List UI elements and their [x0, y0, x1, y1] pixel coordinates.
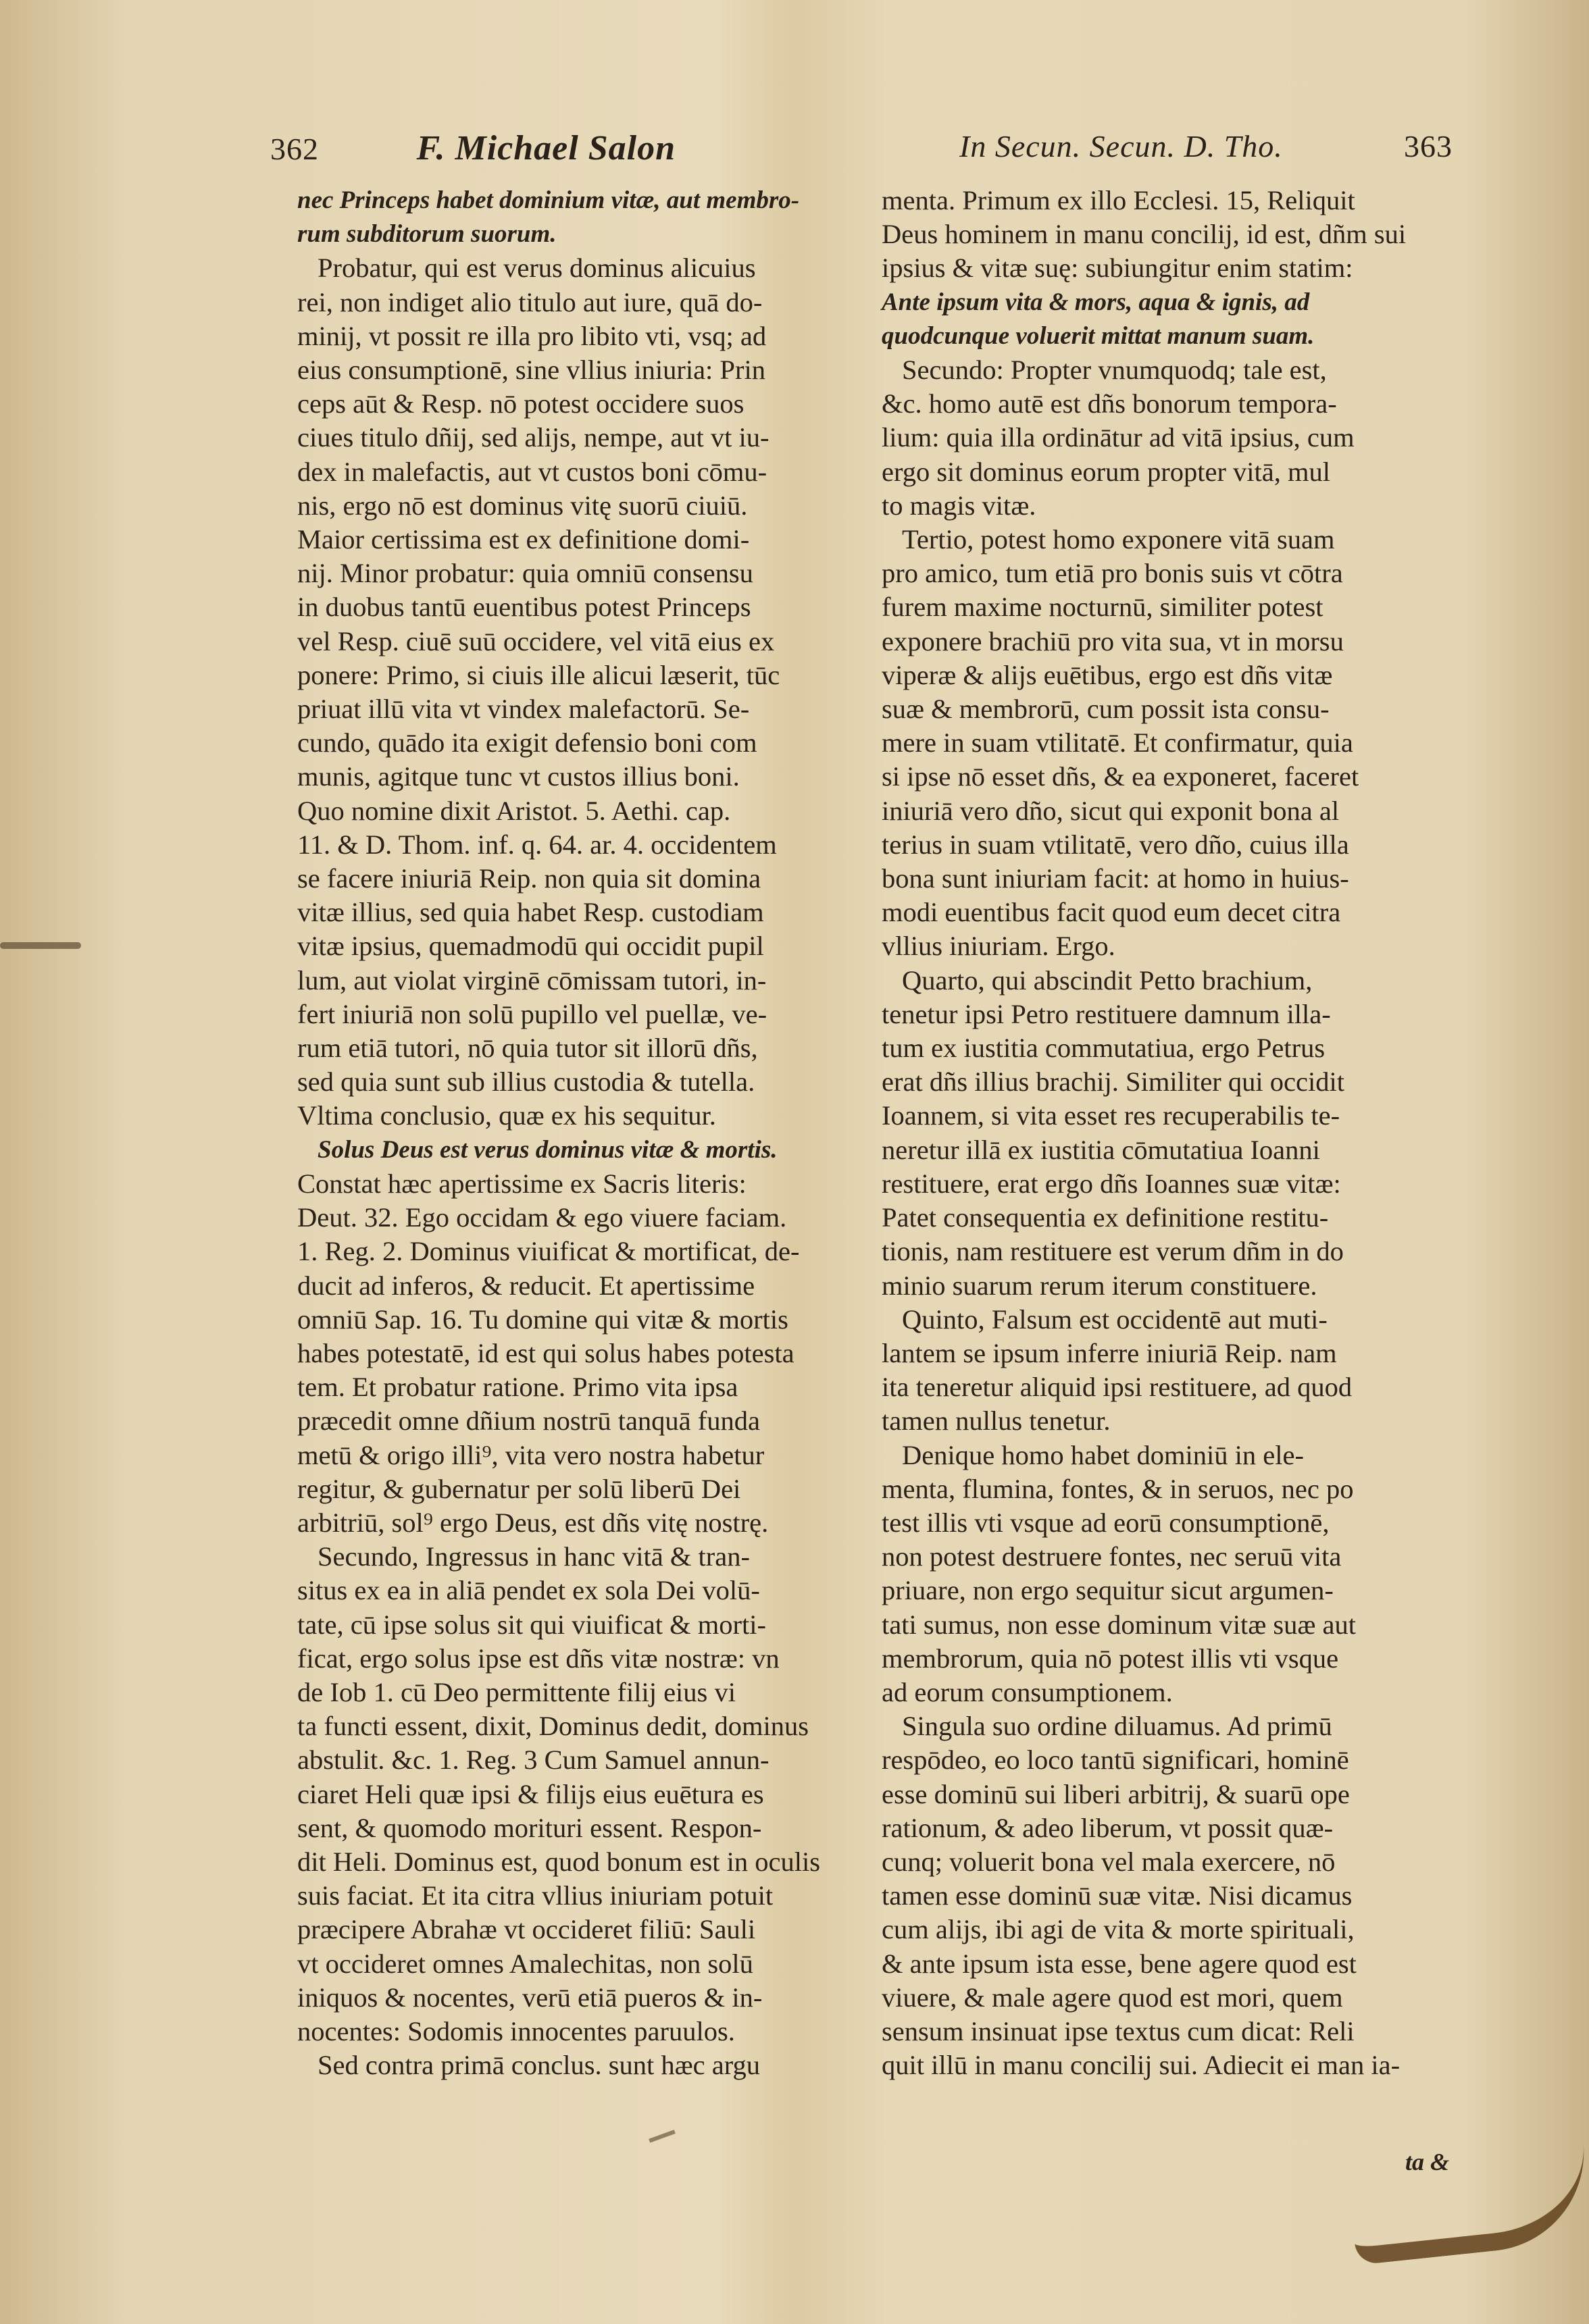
text-line: ad eorum consumptionem. [882, 1676, 1173, 1707]
text-line: ita teneretur aliquid ipsi restituere, ad quod [882, 1372, 1353, 1403]
text-line: fert iniuriā non solū pupillo vel puellæ, ve- [297, 998, 767, 1029]
text-line: cundo, quādo ita exigit defensio boni com [297, 727, 757, 758]
text-line: viperæ & alijs euētibus, ergo est dñs vitæ [882, 659, 1333, 690]
text-line: munis, agitque tunc vt custos illius boni. [297, 761, 740, 792]
text-line: metū & origo illi⁹, vita vero nostra habetur [297, 1439, 765, 1470]
text-line: Maior certissima est ex definitione domi- [297, 524, 750, 555]
page-stain [1346, 2142, 1589, 2265]
text-line: test illis vti vsque ad eorū consumptionē, [882, 1507, 1330, 1538]
text-line: esse dominū sui liberi arbitrij, & suarū ope [882, 1778, 1350, 1809]
catchword: ta & [1405, 2148, 1450, 2175]
text-line: Singula suo ordine diluamus. Ad primū [902, 1711, 1332, 1742]
text-line: arbitriū, sol⁹ ergo Deus, est dñs vitę nostrę. [297, 1507, 769, 1538]
text-line: 11. & D. Thom. inf. q. 64. ar. 4. occidentem [297, 829, 777, 860]
text-line: sent, & quomodo morituri essent. Respon- [297, 1812, 762, 1843]
ink-mark [649, 2129, 676, 2142]
right-text-column [882, 184, 1463, 2082]
text-line: vitæ illius, sed quia habet Resp. custodiam [297, 897, 764, 928]
text-line: Sed contra primā conclus. sunt hæc argu [318, 2050, 760, 2081]
text-line: viuere, & male agere quod est mori, quem [882, 1982, 1343, 2013]
text-line: priuare, non ergo sequitur sicut argumen- [882, 1575, 1334, 1606]
text-line: ficat, ergo solus ipse est dñs vitæ nostræ: vn [297, 1643, 780, 1674]
text-line: Constat hæc apertissime ex Sacris literis: [297, 1168, 747, 1199]
text-line: quit illū in manu concilij sui. Adiecit ei man ia- [882, 2050, 1401, 2081]
text-line: Deut. 32. Ego occidam & ego viuere faciam. [297, 1202, 787, 1233]
text-line: rationum, & adeo liberum, vt possit quæ- [882, 1812, 1334, 1843]
text-line: lium: quia illa ordinātur ad vitā ipsius, cum [882, 422, 1355, 453]
text-line: præcedit omne dñium nostrū tanquā funda [297, 1405, 760, 1437]
text-line: iniquos & nocentes, verū etiā pueros & in- [297, 1982, 763, 2013]
text-line: ipsius & vitæ suę: subiungitur enim statim: [882, 253, 1353, 284]
text-line: cunq; voluerit bona vel mala exercere, nō [882, 1846, 1336, 1877]
text-line: Ante ipsum vita & mors, aqua & ignis, ad [882, 288, 1310, 316]
right-page-number: 363 [1404, 129, 1453, 163]
text-line: Ioannem, si vita esset res recuperabilis te- [882, 1100, 1340, 1131]
text-line: Patet consequentia ex definitione restitu- [882, 1202, 1329, 1233]
text-line: to magis vitæ. [882, 490, 1036, 521]
text-line: ducit ad inferos, & reducit. Et apertissime [297, 1270, 755, 1301]
text-line: tenetur ipsi Petro restituere damnum illa- [882, 998, 1331, 1029]
text-line: Solus Deus est verus dominus vitæ & mortis. [318, 1135, 778, 1164]
text-line: modi euentibus facit quod eum decet citra [882, 897, 1341, 928]
text-line: tate, cū ipse solus sit qui viuificat & morti- [297, 1609, 767, 1640]
text-line: minij, vt possit re illa pro libito vti, vsq; ad [297, 320, 767, 351]
text-line: & ante ipsum ista esse, bene agere quod est [882, 1948, 1357, 1979]
text-line: Denique homo habet dominiū in ele- [902, 1439, 1304, 1470]
text-line: vllius iniuriam. Ergo. [882, 931, 1115, 962]
text-line: ta functi essent, dixit, Dominus dedit, dominus [297, 1711, 809, 1742]
text-line: de Iob 1. cū Deo permittente filij eius vi [297, 1676, 736, 1707]
text-line: quodcunque voluerit mittat manum suam. [882, 321, 1315, 350]
text-line: omniū Sap. 16. Tu domine qui vitæ & mortis [297, 1303, 788, 1335]
text-line: lum, aut violat virginē cōmissam tutori, in- [297, 964, 767, 996]
text-line: Secundo, Ingressus in hanc vitā & tran- [318, 1541, 750, 1572]
text-line: tum ex iustitia commutatiua, ergo Petrus [882, 1033, 1326, 1064]
margin-mark [0, 942, 81, 949]
text-line: menta, flumina, fontes, & in seruos, nec po [882, 1473, 1354, 1504]
text-line: Secundo: Propter vnumquodq; tale est, [902, 355, 1327, 386]
text-line: Quo nomine dixit Aristot. 5. Aethi. cap. [297, 795, 731, 826]
text-line: nec Princeps habet dominium vitæ, aut membro- [297, 186, 800, 214]
text-line: nocentes: Sodomis innocentes paruulos. [297, 2015, 735, 2046]
text-line: 1. Reg. 2. Dominus viuificat & mortificat, de- [297, 1236, 800, 1267]
text-line: tem. Et probatur ratione. Primo vita ipsa [297, 1372, 738, 1403]
text-line: vitæ ipsius, quemadmodū qui occidit pupil [297, 931, 764, 962]
text-line: rum etiā tutori, nō quia tutor sit illorū dñs, [297, 1033, 758, 1064]
text-line: ponere: Primo, si ciuis ille alicui læserit, tūc [297, 659, 780, 690]
text-line: Tertio, potest homo exponere vitā suam [902, 524, 1335, 555]
text-line: vt occideret omnes Amalechitas, non solū [297, 1948, 753, 1979]
text-line: suis faciat. Et ita citra vllius iniuriam potuit [297, 1880, 774, 1911]
text-line: ergo sit dominus eorum propter vitā, mul [882, 456, 1331, 487]
text-line: sensum insinuat ipse textus cum dicat: Reli [882, 2015, 1355, 2046]
text-line: priuat illū vita vt vindex malefactorū. Se- [297, 694, 750, 725]
text-line: tati sumus, non esse dominum vitæ suæ aut [882, 1609, 1357, 1640]
text-line: suæ & membrorū, cum possit ista consu- [882, 694, 1330, 725]
text-line: situs ex ea in aliā pendet ex sola Dei volū- [297, 1575, 760, 1606]
text-line: eius consumptionē, sine vllius iniuria: Prin [297, 355, 765, 386]
text-line: dit Heli. Dominus est, quod bonum est in oculis [297, 1846, 820, 1877]
text-line: &c. homo autē est dñs bonorum tempora- [882, 388, 1337, 419]
text-line: cum alijs, ibi agi de vita & morte spirituali, [882, 1914, 1355, 1945]
text-line: habes potestatē, id est qui solus habes potesta [297, 1337, 794, 1368]
text-line: exponere brachiū pro vita sua, vt in morsu [882, 625, 1344, 656]
text-line: non potest destruere fontes, nec seruū vita [882, 1541, 1342, 1572]
text-line: nis, ergo nō est dominus vitę suorū ciuiū. [297, 490, 748, 521]
text-line: Probatur, qui est verus dominus alicuius [318, 253, 756, 284]
text-line: neretur illā ex iustitia cōmutatiua Ioanni [882, 1134, 1320, 1165]
text-line: tamen esse dominū suæ vitæ. Nisi dicamus [882, 1880, 1353, 1911]
text-line: vel Resp. ciuē suū occidere, vel vitā eius ex [297, 625, 775, 656]
text-line: rum subditorum suorum. [297, 220, 557, 249]
text-line: furem maxime nocturnū, similiter potest [882, 592, 1323, 623]
text-line: menta. Primum ex illo Ecclesi. 15, Reliquit [882, 185, 1355, 215]
text-line: abstulit. &c. 1. Reg. 3 Cum Samuel annun- [297, 1745, 770, 1776]
text-line: rei, non indiget alio titulo aut iure, quā do- [297, 286, 763, 317]
right-page-header [959, 128, 1453, 176]
text-line: Deus hominem in manu concilij, id est, dñm sui [882, 219, 1407, 250]
text-line: præcipere Abrahæ vt occideret filiū: Sauli [297, 1914, 756, 1945]
text-line: ciaret Heli quæ ipsi & filijs eius euētura es [297, 1778, 764, 1809]
text-line: restituere, erat ergo dñs Ioannes suæ vitæ: [882, 1168, 1341, 1199]
text-line: erat dñs illius brachij. Similiter qui occidit [882, 1066, 1344, 1098]
left-running-head: F. Michael Salon [416, 129, 676, 167]
text-line: tionis, nam restituere est verum dñm in do [882, 1236, 1344, 1267]
text-line: lantem se ipsum inferre iniuriā Reip. nam [882, 1337, 1337, 1368]
text-line: tamen nullus tenetur. [882, 1405, 1111, 1437]
text-line: iniuriā vero dño, sicut qui exponit bona al [882, 795, 1340, 826]
text-line: membrorum, quia nō potest illis vti vsque [882, 1643, 1339, 1674]
text-line: se facere iniuriā Reip. non quia sit domina [297, 863, 761, 894]
text-line: minio suarum rerum iterum constituere. [882, 1270, 1317, 1301]
text-line: Quarto, qui abscindit Petto brachium, [902, 964, 1313, 996]
text-line: mere in suam vtilitatē. Et confirmatur, quia [882, 727, 1353, 758]
text-line: terius in suam vtilitatē, vero dño, cuius illa [882, 829, 1349, 860]
text-line: respōdeo, eo loco tantū significari, hominē [882, 1745, 1349, 1776]
text-line: si ipse nō esset dñs, & ea exponeret, faceret [882, 761, 1359, 792]
right-running-head: In Secun. Secun. D. Tho. [959, 129, 1283, 163]
text-line: bona sunt iniuriam facit: at homo in huius- [882, 863, 1349, 894]
text-line: ciues titulo dñij, sed alijs, nempe, aut vt iu- [297, 422, 770, 453]
text-line: in duobus tantū euentibus potest Princeps [297, 592, 751, 623]
left-page-header [270, 128, 676, 176]
text-line: nij. Minor probatur: quia omniū consensu [297, 558, 753, 589]
text-line: pro amico, tum etiā pro bonis suis vt cōtra [882, 558, 1343, 589]
text-line: ceps aūt & Resp. nō potest occidere suos [297, 388, 745, 419]
left-text-column [297, 184, 872, 2082]
text-line: sed quia sunt sub illius custodia & tutella. [297, 1066, 755, 1098]
text-line: Quinto, Falsum est occidentē aut muti- [902, 1303, 1328, 1335]
left-page-number: 362 [270, 132, 319, 166]
text-line: Vltima conclusio, quæ ex his sequitur. [297, 1100, 716, 1131]
text-line: regitur, & gubernatur per solū liberū Dei [297, 1473, 741, 1504]
text-line: dex in malefactis, aut vt custos boni cōmu- [297, 456, 767, 487]
